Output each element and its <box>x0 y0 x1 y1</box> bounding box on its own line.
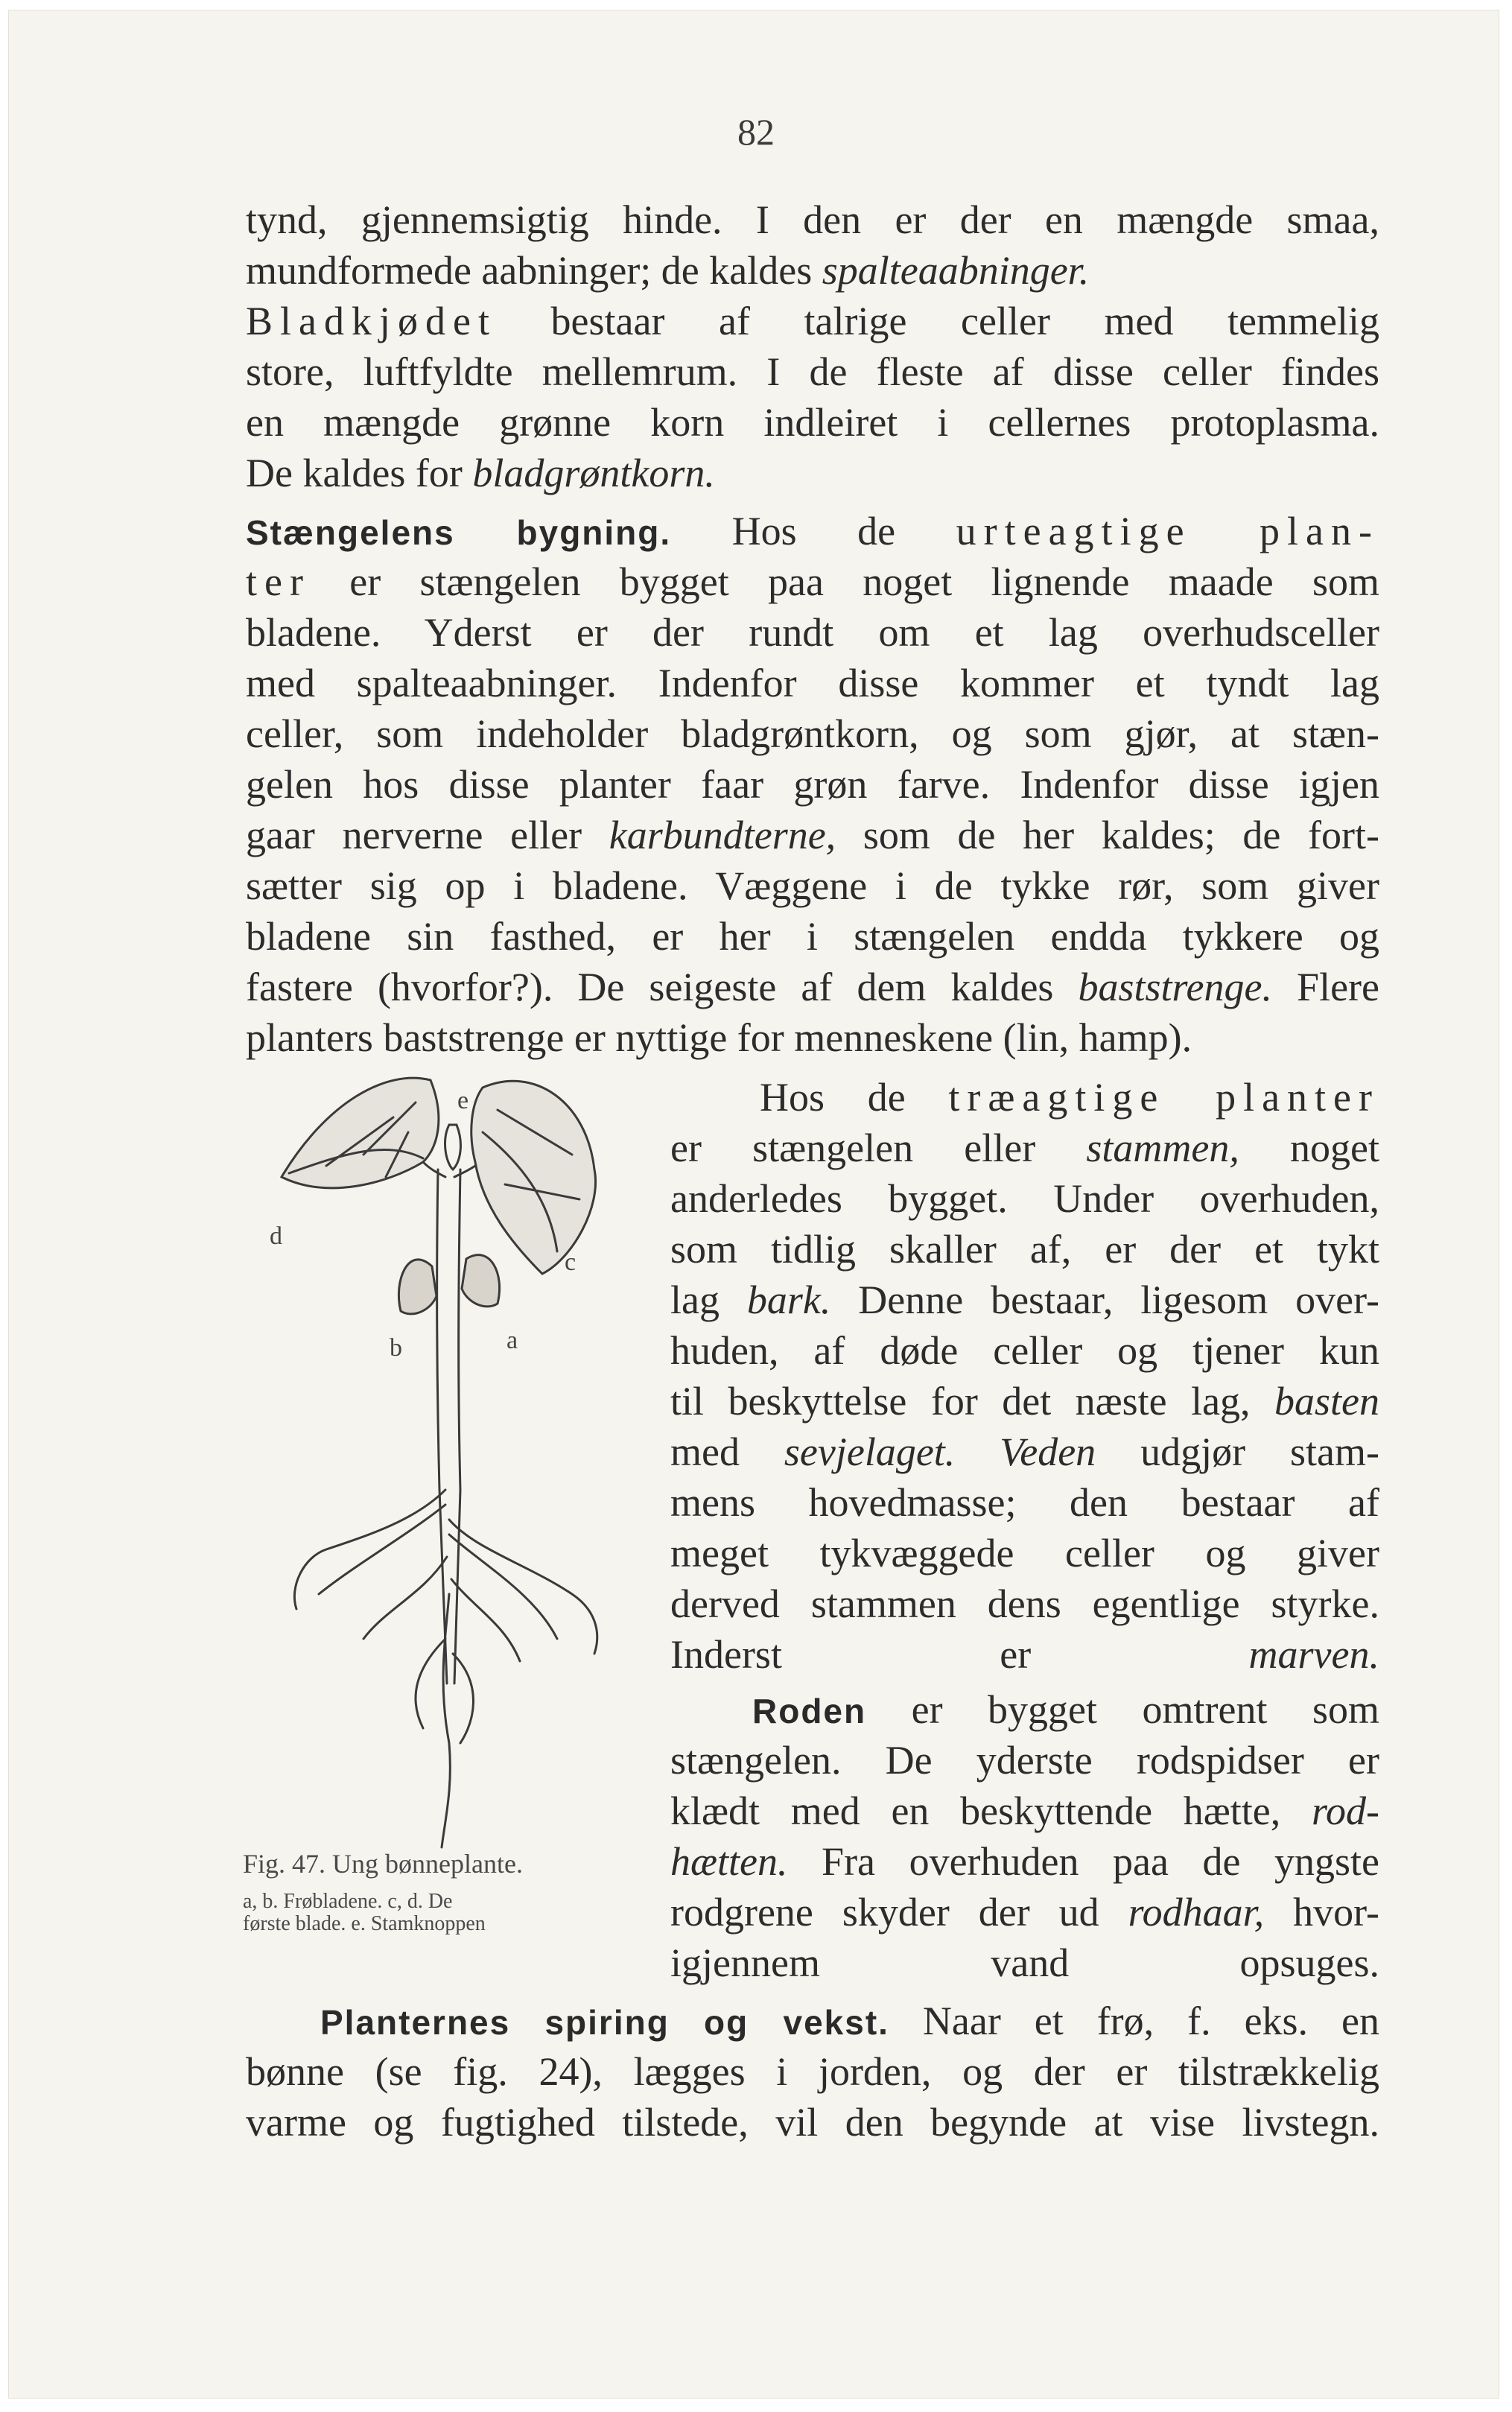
label-a: a <box>506 1327 518 1354</box>
text-line: Inderst er marven. <box>670 1632 1379 1677</box>
section-heading-line: Roden er bygget omtrent som <box>752 1687 1379 1732</box>
cotyledon-a <box>462 1255 500 1307</box>
text-line: en mængde grønne korn indleiret i cellernes protoplasma. <box>246 400 1379 445</box>
text-line: er stængelen eller stammen, noget <box>670 1126 1379 1170</box>
text-line: huden, af døde celler og tjener kun <box>670 1328 1379 1373</box>
text-line: som tidlig skaller af, er der et tykt <box>670 1227 1379 1272</box>
text-line: ter er stængelen bygget paa noget lignende maade som <box>246 559 1379 604</box>
figure-caption-line: a, b. Frøbladene. c, d. De <box>243 1890 453 1913</box>
text-line: med spalteaabninger. Indenfor disse kommer et tyndt lag <box>246 661 1379 705</box>
section-heading-line: Stængelens bygning. Hos de urteagtige plan- <box>246 509 1379 553</box>
page-number: 82 <box>737 111 775 153</box>
text-line: Hos de træagtige planter <box>760 1075 1380 1120</box>
leaf-c <box>471 1081 596 1274</box>
text-line: klædt med en beskyttende hætte, rod- <box>670 1789 1379 1833</box>
text-line: gaar nerverne eller karbundterne, som de her kaldes; de fort- <box>246 813 1380 857</box>
label-b: b <box>390 1334 402 1362</box>
leaf-d <box>282 1078 439 1188</box>
text-line: varme og fugtighed tilstede, vil den begynde at vise livstegn. <box>246 2100 1379 2145</box>
text-line: bladene sin fasthed, er her i stængelen endda tykkere og <box>246 914 1379 959</box>
text-line: tynd, gjennemsigtig hinde. I den er der en mængde smaa, <box>246 197 1379 242</box>
text-line: stængelen. De yderste rodspidser er <box>670 1738 1379 1783</box>
text-line: Bladkjødet bestaar af talrige celler med temmelig <box>246 299 1379 343</box>
text-line: fastere (hvorfor?). De seigeste af dem kaldes baststrenge. Flere <box>246 965 1380 1009</box>
text-line: med sevjelaget. Veden udgjør stam- <box>670 1429 1379 1474</box>
text-line: derved stammen dens egentlige styrke. <box>670 1581 1379 1626</box>
bud-e <box>445 1125 461 1169</box>
text-line: til beskyttelse for det næste lag, basten <box>670 1379 1379 1424</box>
text-line: meget tykvæggede celler og giver <box>670 1531 1379 1575</box>
text-line: planters baststrenge er nyttige for menneskene (lin, hamp). <box>246 1015 1192 1060</box>
text-line: gelen hos disse planter faar grøn farve. Indenfor disse igjen <box>246 762 1379 807</box>
text-line: store, luftfyldte mellemrum. I de fleste af disse celler findes <box>246 349 1379 394</box>
cotyledon-b <box>398 1260 436 1314</box>
text-line: rodgrene skyder der ud rodhaar, hvor- <box>670 1890 1379 1935</box>
text-line: mundformede aabninger; de kaldes spalteaabninger. <box>246 248 1090 293</box>
text-line: anderledes bygget. Under overhuden, <box>670 1176 1379 1221</box>
text-line: lag bark. Denne bestaar, ligesom over- <box>670 1278 1379 1322</box>
label-e: e <box>457 1087 469 1114</box>
text-line: bønne (se fig. 24), lægges i jorden, og der er tilstrækkelig <box>246 2049 1379 2094</box>
label-c: c <box>565 1248 576 1276</box>
text-line: De kaldes for bladgrøntkorn. <box>246 451 715 495</box>
text-line: mens hovedmasse; den bestaar af <box>670 1480 1379 1525</box>
figure-caption-text <box>243 1891 486 1935</box>
text-line: celler, som indeholder bladgrøntkorn, og som gjør, at stæn- <box>246 711 1379 756</box>
text-line: bladene. Yderst er der rundt om et lag overhudsceller <box>246 610 1379 655</box>
figure-caption-line: første blade. e. Stamknoppen <box>243 1912 486 1935</box>
bean-plant-figure <box>237 1073 654 1855</box>
figure-caption-title: Fig. 47. Ung bønneplante. <box>243 1849 523 1879</box>
text-line: igjennem vand opsuges. <box>670 1940 1379 1985</box>
text-line: hætten. Fra overhuden paa de yngste <box>670 1839 1379 1884</box>
section-heading-line: Planternes spiring og vekst. Naar et frø, f. eks. en <box>320 1999 1379 2043</box>
text-line: sætter sig op i bladene. Væggene i de tykke rør, som giver <box>246 863 1379 908</box>
label-d: d <box>270 1222 282 1250</box>
